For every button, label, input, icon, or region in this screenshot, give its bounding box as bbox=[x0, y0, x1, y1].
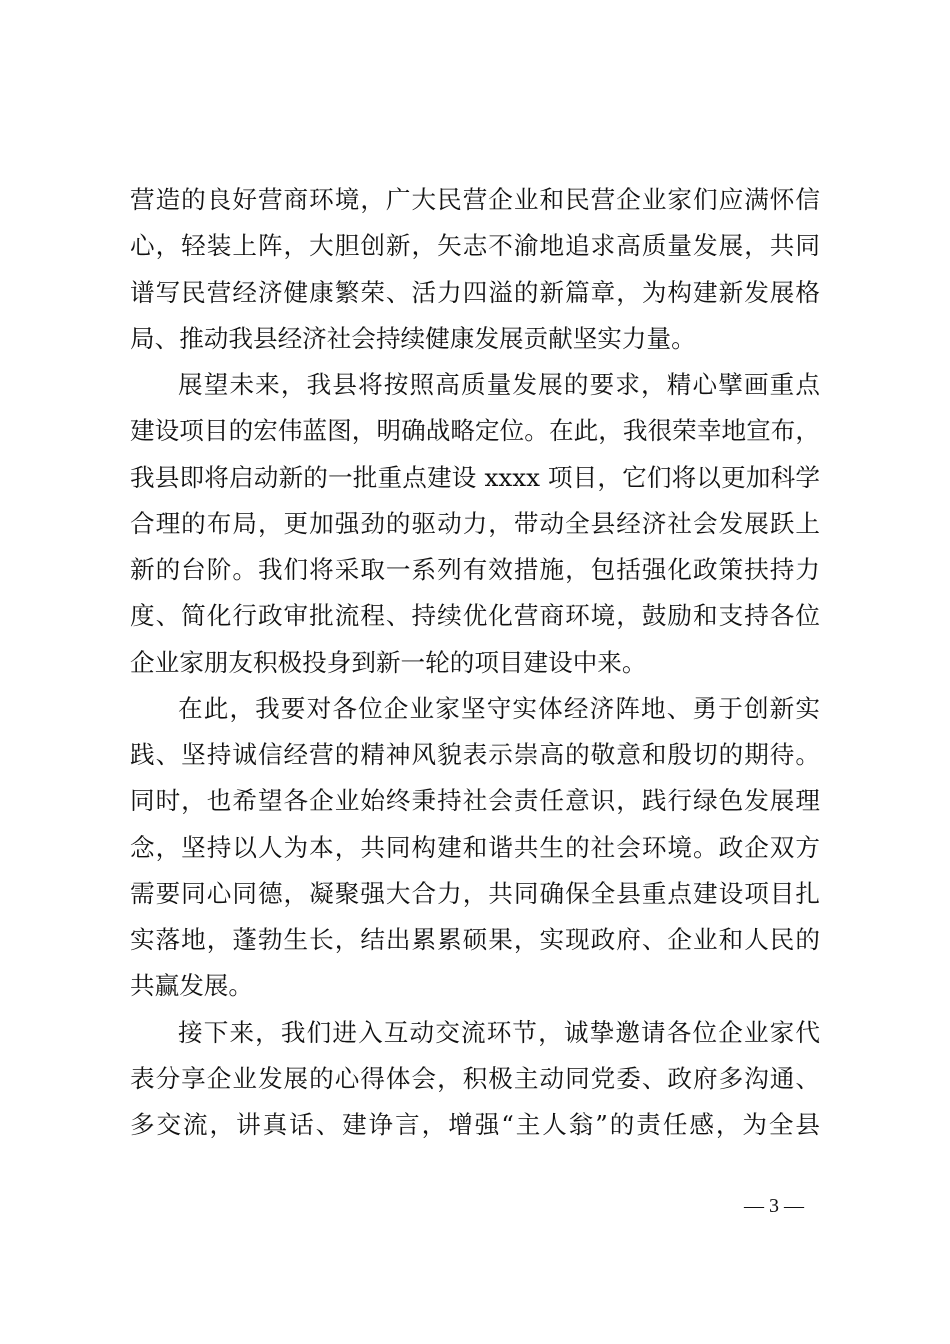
paragraph-2-line-7: 企业家朋友积极投身到新一轮的项目建设中来。 bbox=[130, 647, 647, 677]
paragraph-3-line-2: 践、坚持诚信经营的精神风貌表示崇高的敬意和殷切的期待。 bbox=[130, 740, 820, 769]
paragraph-2-line-1: 展望未来，我县将按照高质量发展的要求，精心擘画重点 bbox=[178, 370, 820, 399]
paragraph-3-line-6: 实落地，蓬勃生长，结出累累硕果，实现政府、企业和人民的 bbox=[130, 925, 820, 954]
paragraph-3-line-1: 在此，我要对各位企业家坚守实体经济阵地、勇于创新实 bbox=[178, 693, 820, 723]
paragraph-2-line-2: 建设项目的宏伟蓝图，明确战略定位。在此，我很荣幸地宣布， bbox=[130, 416, 820, 446]
paragraph-2-line-5: 新的台阶。我们将采取一系列有效措施，包括强化政策扶持力 bbox=[130, 555, 820, 584]
paragraph-3-line-5: 需要同心同德，凝聚强大合力，共同确保全县重点建设项目扎 bbox=[130, 878, 820, 908]
paragraph-2-line-6: 度、简化行政审批流程、持续优化营商环境，鼓励和支持各位 bbox=[130, 601, 820, 631]
paragraph-3-line-7: 共赢发展。 bbox=[130, 971, 253, 1001]
paragraph-3-line-3: 同时，也希望各企业始终秉持社会责任意识，践行绿色发展理 bbox=[130, 786, 820, 816]
paragraph-2-line-4: 合理的布局，更加强劲的驱动力，带动全县经济社会发展跃上 bbox=[130, 508, 820, 538]
paragraph-4-line-1: 接下来，我们进入互动交流环节，诚挚邀请各位企业家代 bbox=[178, 1017, 820, 1047]
paragraph-1-line-2: 心，轻装上阵，大胆创新，矢志不渝地追求高质量发展，共同 bbox=[130, 231, 820, 261]
paragraph-1-line-1: 营造的良好营商环境，广大民营企业和民营企业家们应满怀信 bbox=[130, 185, 820, 214]
paragraph-4-line-3: 多交流，讲真话、建诤言，增强“主人翁”的责任感，为全县 bbox=[130, 1110, 820, 1139]
page-number: — 3 — bbox=[744, 1195, 804, 1217]
paragraph-1-line-3: 谱写民营经济健康繁荣、活力四溢的新篇章，为构建新发展格 bbox=[130, 277, 820, 307]
paragraph-3-line-4: 念，坚持以人为本，共同构建和谐共生的社会环境。政企双方 bbox=[130, 832, 820, 862]
paragraph-2-line-3: 我县即将启动新的一批重点建设 xxxx 项目，它们将以更加科学 bbox=[130, 462, 820, 492]
paragraph-1-line-4: 局、推动我县经济社会持续健康发展贡献坚实力量。 bbox=[130, 323, 696, 353]
paragraph-4-line-2: 表分享企业发展的心得体会，积极主动同党委、政府多沟通、 bbox=[130, 1063, 820, 1093]
